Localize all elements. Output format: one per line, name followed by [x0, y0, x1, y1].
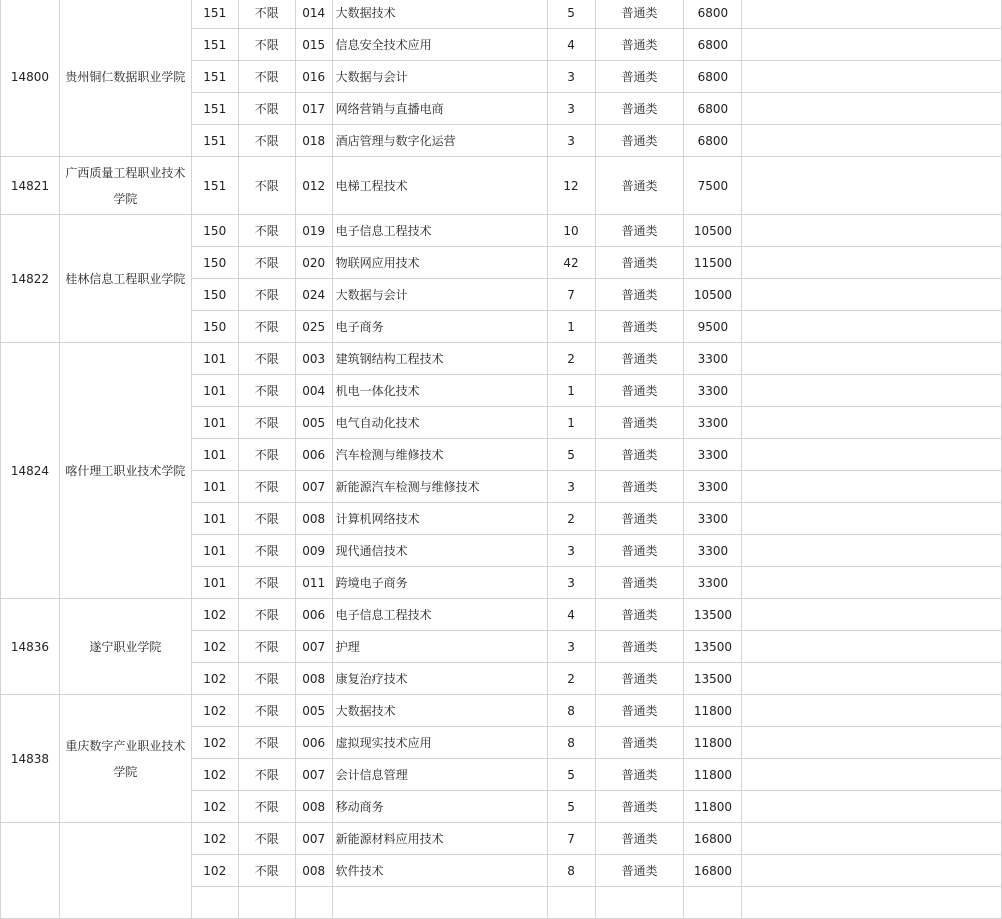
- major-code-cell: 003: [295, 343, 332, 375]
- major-name-cell: 护理: [332, 631, 547, 663]
- major-code-cell: 008: [295, 503, 332, 535]
- subject-requirement-cell: 不限: [238, 791, 295, 823]
- major-code-cell: 014: [295, 0, 332, 29]
- major-name-cell: 现代通信技术: [332, 535, 547, 567]
- group-code-cell: 101: [191, 471, 238, 503]
- plan-count-cell: 8: [547, 727, 595, 759]
- major-code-cell: 020: [295, 247, 332, 279]
- group-code-cell: 101: [191, 439, 238, 471]
- major-name-cell: 软件技术: [332, 855, 547, 887]
- remarks-cell: [742, 375, 1002, 407]
- school-code-cell: 14838: [1, 695, 60, 823]
- remarks-cell: [742, 759, 1002, 791]
- major-name-cell: 网络营销与直播电商: [332, 93, 547, 125]
- group-code-cell: 150: [191, 279, 238, 311]
- table-row: [1, 157, 1002, 215]
- major-name-cell: 电子信息工程技术: [332, 599, 547, 631]
- major-name-cell: 大数据技术: [332, 695, 547, 727]
- subject-requirement-cell: 不限: [238, 695, 295, 727]
- subject-requirement-cell: 不限: [238, 311, 295, 343]
- category-cell: 普通类: [595, 247, 684, 279]
- group-code-cell: 102: [191, 695, 238, 727]
- school-name-cell: [59, 823, 191, 919]
- major-code-cell: 008: [295, 663, 332, 695]
- subject-requirement-cell: 不限: [238, 247, 295, 279]
- group-code-cell: 102: [191, 727, 238, 759]
- tuition-fee-cell: 11800: [684, 727, 742, 759]
- tuition-fee-cell: 13500: [684, 631, 742, 663]
- subject-requirement-cell: 不限: [238, 29, 295, 61]
- subject-requirement-cell: 不限: [238, 567, 295, 599]
- tuition-fee-cell: 3300: [684, 375, 742, 407]
- major-code-cell: 007: [295, 631, 332, 663]
- major-name-cell: 酒店管理与数字化运营: [332, 125, 547, 157]
- plan-count-cell: 5: [547, 791, 595, 823]
- subject-requirement-cell: 不限: [238, 759, 295, 791]
- group-code-cell: 101: [191, 567, 238, 599]
- group-code-cell: 102: [191, 599, 238, 631]
- category-cell: 普通类: [595, 759, 684, 791]
- plan-count-cell: 3: [547, 61, 595, 93]
- category-cell: 普通类: [595, 407, 684, 439]
- subject-requirement-cell: 不限: [238, 535, 295, 567]
- remarks-cell: [742, 0, 1002, 29]
- major-code-cell: 007: [295, 759, 332, 791]
- subject-requirement-cell: 不限: [238, 157, 295, 215]
- category-cell: 普通类: [595, 93, 684, 125]
- remarks-cell: [742, 535, 1002, 567]
- major-name-cell: 大数据技术: [332, 0, 547, 29]
- category-cell: 普通类: [595, 439, 684, 471]
- remarks-cell: [742, 215, 1002, 247]
- school-code-cell: 14836: [1, 599, 60, 695]
- category-cell: 普通类: [595, 855, 684, 887]
- tuition-fee-cell: 9500: [684, 311, 742, 343]
- remarks-cell: [742, 29, 1002, 61]
- plan-count-cell: 2: [547, 503, 595, 535]
- tuition-fee-cell: 16800: [684, 823, 742, 855]
- group-code-cell: 102: [191, 631, 238, 663]
- group-code-cell: 150: [191, 215, 238, 247]
- major-name-cell: 物联网应用技术: [332, 247, 547, 279]
- remarks-cell: [742, 125, 1002, 157]
- group-code-cell: [191, 887, 238, 919]
- subject-requirement-cell: 不限: [238, 439, 295, 471]
- subject-requirement-cell: 不限: [238, 471, 295, 503]
- plan-count-cell: 42: [547, 247, 595, 279]
- major-name-cell: 建筑钢结构工程技术: [332, 343, 547, 375]
- remarks-cell: [742, 471, 1002, 503]
- group-code-cell: 101: [191, 407, 238, 439]
- subject-requirement-cell: 不限: [238, 93, 295, 125]
- major-name-cell: 电子商务: [332, 311, 547, 343]
- category-cell: 普通类: [595, 791, 684, 823]
- subject-requirement-cell: 不限: [238, 279, 295, 311]
- group-code-cell: 150: [191, 311, 238, 343]
- school-name-cell: 遂宁职业学院: [59, 599, 191, 695]
- school-code-cell: 14822: [1, 215, 60, 343]
- major-name-cell: 移动商务: [332, 791, 547, 823]
- tuition-fee-cell: 7500: [684, 157, 742, 215]
- school-code-cell: [1, 823, 60, 919]
- plan-count-cell: 10: [547, 215, 595, 247]
- plan-count-cell: 12: [547, 157, 595, 215]
- plan-count-cell: 7: [547, 823, 595, 855]
- major-code-cell: 015: [295, 29, 332, 61]
- group-code-cell: 101: [191, 375, 238, 407]
- subject-requirement-cell: 不限: [238, 599, 295, 631]
- category-cell: 普通类: [595, 279, 684, 311]
- category-cell: 普通类: [595, 535, 684, 567]
- school-code-cell: 14800: [1, 0, 60, 157]
- plan-count-cell: 3: [547, 567, 595, 599]
- school-name-cell: 喀什理工职业技术学院: [59, 343, 191, 599]
- major-code-cell: 009: [295, 535, 332, 567]
- remarks-cell: [742, 93, 1002, 125]
- major-code-cell: 008: [295, 855, 332, 887]
- tuition-fee-cell: 3300: [684, 503, 742, 535]
- category-cell: 普通类: [595, 663, 684, 695]
- major-code-cell: 006: [295, 439, 332, 471]
- subject-requirement-cell: 不限: [238, 823, 295, 855]
- tuition-fee-cell: 6800: [684, 0, 742, 29]
- plan-count-cell: 4: [547, 599, 595, 631]
- group-code-cell: 151: [191, 0, 238, 29]
- remarks-cell: [742, 631, 1002, 663]
- table-row: [1, 343, 1002, 375]
- tuition-fee-cell: 16800: [684, 855, 742, 887]
- remarks-cell: [742, 599, 1002, 631]
- major-name-cell: 计算机网络技术: [332, 503, 547, 535]
- category-cell: 普通类: [595, 125, 684, 157]
- plan-count-cell: 1: [547, 407, 595, 439]
- remarks-cell: [742, 311, 1002, 343]
- major-code-cell: 017: [295, 93, 332, 125]
- school-name-cell: 重庆数字产业职业技术学院: [59, 695, 191, 823]
- table-row: [1, 0, 1002, 29]
- major-code-cell: 005: [295, 695, 332, 727]
- major-code-cell: 008: [295, 791, 332, 823]
- category-cell: 普通类: [595, 61, 684, 93]
- tuition-fee-cell: 3300: [684, 535, 742, 567]
- major-name-cell: [332, 887, 547, 919]
- category-cell: [595, 887, 684, 919]
- major-name-cell: 新能源汽车检测与维修技术: [332, 471, 547, 503]
- category-cell: 普通类: [595, 567, 684, 599]
- remarks-cell: [742, 823, 1002, 855]
- plan-count-cell: 1: [547, 375, 595, 407]
- remarks-cell: [742, 855, 1002, 887]
- major-name-cell: 电子信息工程技术: [332, 215, 547, 247]
- major-code-cell: 019: [295, 215, 332, 247]
- subject-requirement-cell: 不限: [238, 61, 295, 93]
- major-code-cell: 006: [295, 727, 332, 759]
- category-cell: 普通类: [595, 157, 684, 215]
- subject-requirement-cell: 不限: [238, 727, 295, 759]
- major-name-cell: 康复治疗技术: [332, 663, 547, 695]
- tuition-fee-cell: 3300: [684, 343, 742, 375]
- subject-requirement-cell: 不限: [238, 855, 295, 887]
- remarks-cell: [742, 727, 1002, 759]
- category-cell: 普通类: [595, 599, 684, 631]
- remarks-cell: [742, 503, 1002, 535]
- major-name-cell: 跨境电子商务: [332, 567, 547, 599]
- table-row: [1, 823, 1002, 855]
- major-code-cell: 018: [295, 125, 332, 157]
- group-code-cell: 151: [191, 125, 238, 157]
- major-code-cell: 025: [295, 311, 332, 343]
- category-cell: 普通类: [595, 311, 684, 343]
- table-row: [1, 599, 1002, 631]
- remarks-cell: [742, 791, 1002, 823]
- tuition-fee-cell: 13500: [684, 663, 742, 695]
- subject-requirement-cell: 不限: [238, 503, 295, 535]
- category-cell: 普通类: [595, 695, 684, 727]
- major-code-cell: 006: [295, 599, 332, 631]
- remarks-cell: [742, 887, 1002, 919]
- major-code-cell: 005: [295, 407, 332, 439]
- tuition-fee-cell: 11800: [684, 695, 742, 727]
- tuition-fee-cell: 11800: [684, 759, 742, 791]
- plan-count-cell: 3: [547, 93, 595, 125]
- tuition-fee-cell: 13500: [684, 599, 742, 631]
- plan-count-cell: 5: [547, 759, 595, 791]
- major-code-cell: 007: [295, 823, 332, 855]
- tuition-fee-cell: 6800: [684, 125, 742, 157]
- major-name-cell: 大数据与会计: [332, 61, 547, 93]
- major-name-cell: 虚拟现实技术应用: [332, 727, 547, 759]
- remarks-cell: [742, 61, 1002, 93]
- school-name-cell: 贵州铜仁数据职业学院: [59, 0, 191, 157]
- plan-count-cell: 3: [547, 471, 595, 503]
- subject-requirement-cell: 不限: [238, 407, 295, 439]
- plan-count-cell: 5: [547, 0, 595, 29]
- major-code-cell: 004: [295, 375, 332, 407]
- subject-requirement-cell: [238, 887, 295, 919]
- group-code-cell: 101: [191, 343, 238, 375]
- category-cell: 普通类: [595, 29, 684, 61]
- tuition-fee-cell: 3300: [684, 407, 742, 439]
- group-code-cell: 150: [191, 247, 238, 279]
- group-code-cell: 102: [191, 823, 238, 855]
- remarks-cell: [742, 157, 1002, 215]
- major-code-cell: 016: [295, 61, 332, 93]
- plan-count-cell: 3: [547, 125, 595, 157]
- tuition-fee-cell: 3300: [684, 439, 742, 471]
- plan-count-cell: 3: [547, 535, 595, 567]
- category-cell: 普通类: [595, 823, 684, 855]
- subject-requirement-cell: 不限: [238, 215, 295, 247]
- plan-count-cell: [547, 887, 595, 919]
- category-cell: 普通类: [595, 503, 684, 535]
- major-name-cell: 会计信息管理: [332, 759, 547, 791]
- remarks-cell: [742, 439, 1002, 471]
- group-code-cell: 102: [191, 855, 238, 887]
- category-cell: 普通类: [595, 343, 684, 375]
- plan-count-cell: 7: [547, 279, 595, 311]
- category-cell: 普通类: [595, 631, 684, 663]
- tuition-fee-cell: 3300: [684, 567, 742, 599]
- major-name-cell: 机电一体化技术: [332, 375, 547, 407]
- remarks-cell: [742, 247, 1002, 279]
- plan-count-cell: 8: [547, 695, 595, 727]
- plan-count-cell: 8: [547, 855, 595, 887]
- remarks-cell: [742, 567, 1002, 599]
- group-code-cell: 102: [191, 663, 238, 695]
- subject-requirement-cell: 不限: [238, 631, 295, 663]
- major-name-cell: 信息安全技术应用: [332, 29, 547, 61]
- major-name-cell: 汽车检测与维修技术: [332, 439, 547, 471]
- subject-requirement-cell: 不限: [238, 0, 295, 29]
- table-row: [1, 695, 1002, 727]
- major-code-cell: 011: [295, 567, 332, 599]
- category-cell: 普通类: [595, 727, 684, 759]
- subject-requirement-cell: 不限: [238, 663, 295, 695]
- tuition-fee-cell: 10500: [684, 215, 742, 247]
- group-code-cell: 101: [191, 535, 238, 567]
- tuition-fee-cell: [684, 887, 742, 919]
- major-code-cell: 012: [295, 157, 332, 215]
- tuition-fee-cell: 6800: [684, 61, 742, 93]
- plan-count-cell: 2: [547, 343, 595, 375]
- tuition-fee-cell: 10500: [684, 279, 742, 311]
- plan-count-cell: 5: [547, 439, 595, 471]
- major-code-cell: 024: [295, 279, 332, 311]
- tuition-fee-cell: 11500: [684, 247, 742, 279]
- subject-requirement-cell: 不限: [238, 375, 295, 407]
- category-cell: 普通类: [595, 375, 684, 407]
- group-code-cell: 151: [191, 29, 238, 61]
- remarks-cell: [742, 663, 1002, 695]
- subject-requirement-cell: 不限: [238, 343, 295, 375]
- group-code-cell: 151: [191, 61, 238, 93]
- group-code-cell: 102: [191, 759, 238, 791]
- group-code-cell: 151: [191, 157, 238, 215]
- remarks-cell: [742, 695, 1002, 727]
- table-row: [1, 215, 1002, 247]
- major-code-cell: [295, 887, 332, 919]
- tuition-fee-cell: 3300: [684, 471, 742, 503]
- group-code-cell: 101: [191, 503, 238, 535]
- tuition-fee-cell: 6800: [684, 93, 742, 125]
- subject-requirement-cell: 不限: [238, 125, 295, 157]
- remarks-cell: [742, 279, 1002, 311]
- group-code-cell: 151: [191, 93, 238, 125]
- category-cell: 普通类: [595, 0, 684, 29]
- remarks-cell: [742, 407, 1002, 439]
- school-name-cell: 广西质量工程职业技术学院: [59, 157, 191, 215]
- category-cell: 普通类: [595, 215, 684, 247]
- category-cell: 普通类: [595, 471, 684, 503]
- major-name-cell: 电气自动化技术: [332, 407, 547, 439]
- plan-count-cell: 2: [547, 663, 595, 695]
- school-code-cell: 14821: [1, 157, 60, 215]
- tuition-fee-cell: 11800: [684, 791, 742, 823]
- plan-count-cell: 1: [547, 311, 595, 343]
- school-code-cell: 14824: [1, 343, 60, 599]
- major-name-cell: 电梯工程技术: [332, 157, 547, 215]
- group-code-cell: 102: [191, 791, 238, 823]
- major-name-cell: 大数据与会计: [332, 279, 547, 311]
- major-name-cell: 新能源材料应用技术: [332, 823, 547, 855]
- major-code-cell: 007: [295, 471, 332, 503]
- remarks-cell: [742, 343, 1002, 375]
- plan-count-cell: 4: [547, 29, 595, 61]
- tuition-fee-cell: 6800: [684, 29, 742, 61]
- plan-count-cell: 3: [547, 631, 595, 663]
- school-name-cell: 桂林信息工程职业学院: [59, 215, 191, 343]
